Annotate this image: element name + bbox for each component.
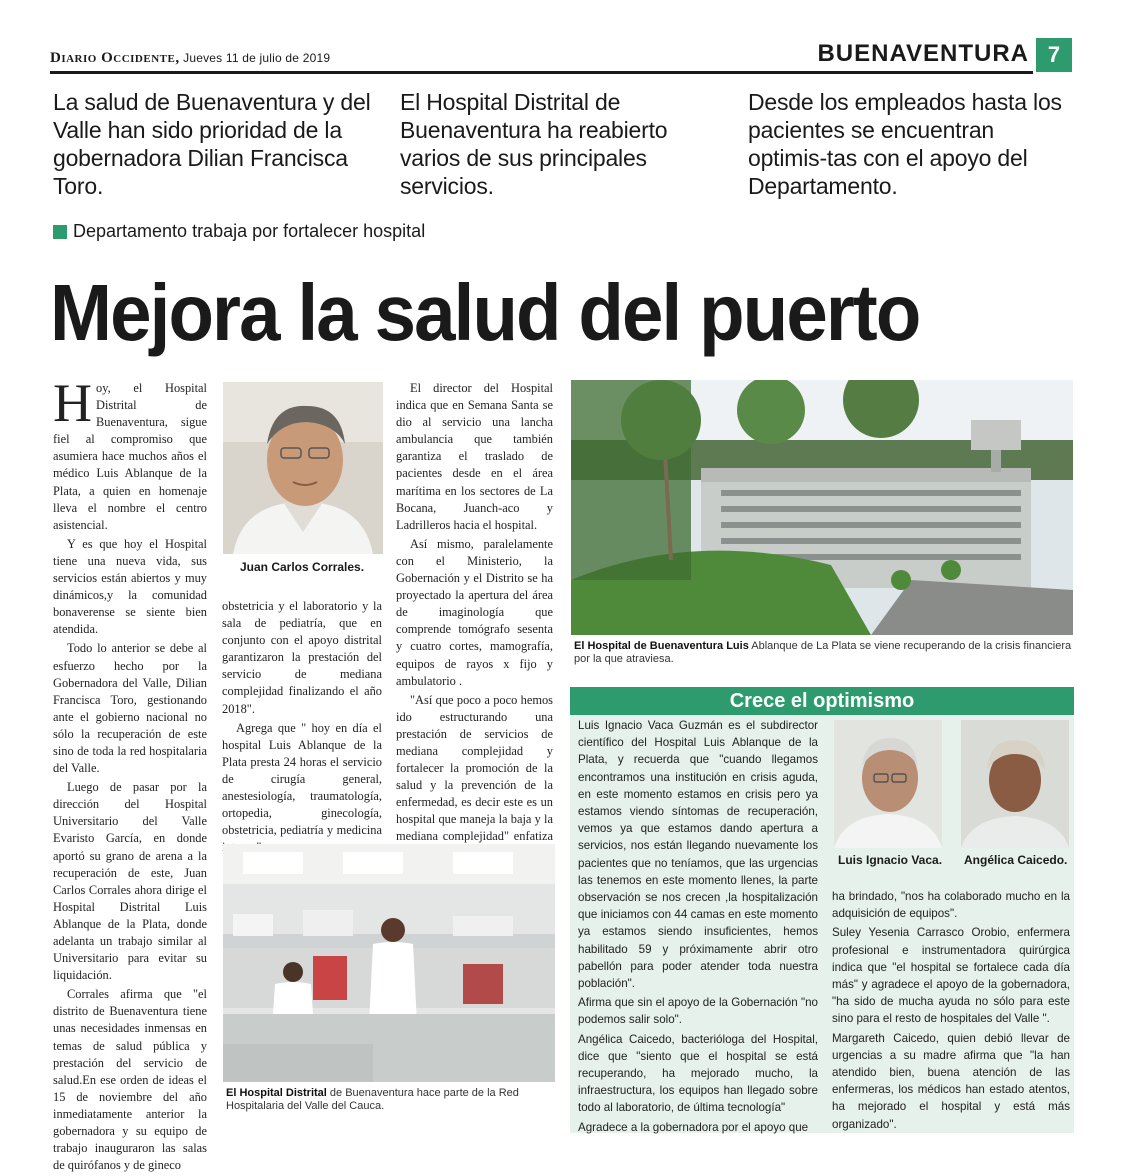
article-paragraph: Agrega que " hoy en día el hospital Luis Ablanque de la Plata presta 24 horas el servicio de cirugía general, anestesiología, traumatología, ortopedia, ginecología, obstetricia, pediatría y medicina: [222, 720, 382, 838]
kicker: [53, 221, 425, 242]
vaca-photo: [834, 720, 942, 848]
sidebar-column-2: [832, 888, 1070, 1135]
article-paragraph: Luego de pasar por la dirección del Hospital Universitario del Valle Evaristo García, en donde aportó su grano de arena a la recuperación de este, Juan Carlos Corrales ahora dirige el Hospital Distrital Luis Ablanque de la Plata, donde adelanta un trabajo similar al Universitario para evitar su liquidación.: [53, 780, 207, 983]
lead-summary-1: La salud de Buenaventura y del Valle han sido prioridad de la gobernadora Dilian Francisca Toro.: [53, 89, 371, 199]
hospital-caption: El Hospital de Buenaventura Luis Ablanque de La Plata se viene recuperando de la crisis financiera por la que atraviesa.: [574, 640, 1072, 665]
dropcap: H: [53, 373, 92, 433]
laboratory-photo: [223, 844, 555, 1082]
kicker-text: Departamento trabaja por fortalecer hospital: [73, 221, 426, 241]
sidebar-paragraph: Afirma que sin el apoyo de la Gobernación "no podemos salir solo".: [578, 996, 818, 1027]
article-paragraph: Hoy, el Hospital Distrital de Buenaventura, sigue fiel al compromiso que asumiera hace muchos años el médico Luis Ablanque de la Plata, a quien en homenaje lleva el nombre el centro asistencial.: [53, 373, 207, 532]
article-column-1: [53, 373, 207, 1176]
sidebar-paragraph: Agradece a la gobernadora por el apoyo que: [578, 1120, 809, 1134]
sidebar-paragraph: Angélica Caicedo, bacterióloga del Hospital, dice que "siento que el hospital se está recuperando, ha mejorado mucho, la infraestructura, los equipos han llegado sobre todo al laboratorio, de última tecnología": [578, 1032, 818, 1115]
page-number: 7: [1036, 38, 1072, 72]
header-rule: [50, 71, 1033, 74]
sidebar-paragraph: Margareth Caicedo, quien debió llevar de urgencias a su madre afirma que "la han atendido bien, buena atención de las enfermeras, los médicos han estado atentos, ha mejorado el hospital y está más organizado".: [832, 1031, 1070, 1131]
article-paragraph: Corrales afirma que "el distrito de Buenaventura tiene unas necesidades inmensas en temas de salud pública y prestación del servicio de salud.En ese orden de ideas el 15 de noviembre del año inmediatamente anterior la gobernadora y su equipo de trabajo inauguraron las salas de quirófanos y de gineco: [53, 987, 207, 1173]
masthead: [50, 50, 330, 67]
article-paragraph: El director del Hospital indica que en Semana Santa se dio al servicio una lancha ambulancia que también garantiza el traslado de pacientes desde en el área marítima en los sectores de La Bocana, Juanch-aco y Ladrilleros hacia el hospital.: [396, 381, 553, 532]
article-paragraph: Así mismo, paralelamente con el Ministerio, la Gobernación y el Distrito se ha proyectado la apertura del área de imaginología que comprende tomógrafo sesenta y cuatro cortes, mamografía, equipos de rayos x fijo y ambulatorio .: [396, 536, 553, 688]
caicedo-photo: [961, 720, 1069, 848]
headline: Mejora la salud del puerto: [50, 268, 920, 357]
portrait-caption: Juan Carlos Corrales.: [240, 560, 365, 574]
article-paragraph: Todo lo anterior se debe al esfuerzo hecho por la Gobernadora del Valle, Dilian Francisca Toro, gestionando ante el gobierno nacional no sólo la recuperación de este sino de toda la red hospitalaria del Valle.: [53, 641, 207, 776]
sidebar-paragraph: Luis Ignacio Vaca Guzmán es el subdirector científico del Hospital Luis Ablanque de la Plata, y recuerda que "cuando llegamos encontramos una institución en crisis aguda, en este momento estamos en crisis pero ya estamos viendo síntomas de recuperación, vemos ya que estamos dando apertura a servicios, nos están llegando nuevamente los pacientes que no teníamos, que las urgencias las tenemos en este momento llenes, la parte observación se nos crecen ,la hospitalización que iniciamos con 44 camas en este momento ya estamos siendo insuficientes, hemos habilitado 59 y próximamente abrir otro pabellón para poder atender toda nuestra población".: [578, 719, 818, 991]
sidebar-column-1: [578, 717, 818, 1138]
article-paragraph: "Así que poco a poco hemos ido estructurando una prestación de servicios de mediana complejidad y fortalecer la promoción de la salud y la prevención de la enfermedad, es decir este es un hospital que maneja la baja y la mediana complejidad" enfatiza: [396, 692, 553, 844]
vaca-caption: Luis Ignacio Vaca.: [838, 853, 943, 867]
lead-summary-2: El Hospital Distrital de Buenaventura ha reabierto varios de sus principales servicios.: [400, 89, 668, 199]
portrait-photo: [223, 382, 383, 554]
hospital-photo: [571, 380, 1073, 635]
sidebar-paragraph: Suley Yesenia Carrasco Orobio, enfermera profesional e instrumentadora quirúrgica indica que "el hospital se fortalece cada día más" y agradece el apoyo de la gobernadora, "ha sido de mucha ayuda no sólo para este sino para el resto de hospitales del Valle ".: [832, 926, 1070, 1026]
lab-caption: El Hospital Distrital de Buenaventura hace parte de la Red Hospitalaria del Valle del Cauca.: [226, 1087, 519, 1112]
lead-summary-3: Desde los empleados hasta los pacientes se encuentran optimis-tas con el apoyo del Departamento.: [748, 89, 1062, 199]
sidebar-title: Crece el optimismo: [570, 687, 1074, 715]
article-column-2: [222, 598, 382, 858]
kicker-square-icon: [53, 225, 67, 239]
newspaper-name: Diario Occidente,: [50, 50, 180, 66]
article-paragraph: Y es que hoy el Hospital tiene una nueva vida, sus servicios están abiertos y muy dinámicos,y la comunidad bonaverense se siente bien atendida.: [53, 536, 207, 637]
section-name: BUENAVENTURA: [817, 40, 1029, 67]
article-column-3: [396, 380, 553, 865]
issue-date: Jueves 11 de julio de 2019: [183, 51, 331, 65]
caicedo-caption: Angélica Caicedo.: [964, 853, 1068, 867]
article-paragraph: obstetricia y el laboratorio y la sala de pediatría, que en conjunto con el apoyo distrital garantizaron la prestación del servicio de mediana complejidad finalizando el año 2018".: [222, 599, 382, 716]
sidebar-paragraph: ha brindado, "nos ha colaborado mucho en la adquisición de equipos".: [832, 890, 1070, 921]
